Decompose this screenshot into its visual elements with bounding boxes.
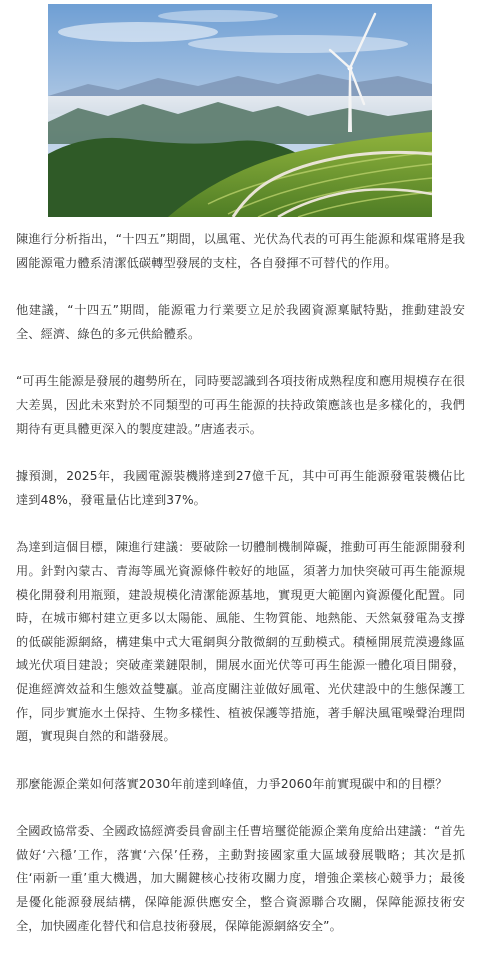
cloud [188,35,408,53]
article-body [16,228,465,962]
paragraph: 為達到這個目標，陳進行建議：要破除一切體制機制障礙，推動可再生能源開發利用。針對內蒙古、青海等風光資源條件較好的地區，須著力加快突破可再生能源規模化開發利用瓶頸，建設規模化清潔能源基地，實現更大範圍內資源優化配置。同時，在城市鄉村建立更多以太陽能、風能、生物質能、地熱能、天然氣發電為支撐的低碳能源網絡，構建集中式大電網與分散微網的互動模式。積極開展荒漠邊緣區域光伏項目建設；突破產業鏈限制，開展水面光伏等可再生能源一體化項目開發，促進經濟效益和生態效益雙贏。並高度關注並做好風電、光伏建設中的生態保護工作，同步實施水土保持、生物多樣性、植被保護等措施，著手解決風電噪聲治理問題，實現與自然的和諧發展。 [16,540,465,744]
paragraph: “可再生能源是發展的趨勢所在，同時要認識到各項技術成熟程度和應用規模存在很大差異，因此未來對於不同類型的可再生能源的扶持政策應該也是多樣化的，我們期待有更具體更深入的製度建設。”唐遙表示。 [16,374,465,436]
wind-turbine-landscape [48,4,432,217]
paragraph: 那麼能源企業如何落實2030年前達到峰值，力爭2060年前實現碳中和的目標？ [16,776,448,791]
paragraph: 陳進行分析指出，“十四五”期間，以風電、光伏為代表的可再生能源和煤電將是我國能源電力體系清潔低碳轉型發展的支柱，各自發揮不可替代的作用。 [16,232,465,270]
paragraph: 據預測，2025年，我國電源裝機將達到27億千瓦，其中可再生能源發電裝機佔比達到48%，發電量佔比達到37%。 [16,469,465,507]
hero-image [48,4,432,217]
cloud [158,10,278,22]
paragraph: 全國政協常委、全國政協經濟委員會副主任曹培璽從能源企業角度給出建議：“首先做好‘六穩’工作，落實‘六保’任務，主動對接國家重大區域發展戰略；其次是抓住‘兩新一重’重大機遇，加大關鍵核心技術攻關力度，增強企業核心競爭力；最後是優化能源發展結構，保障能源供應安全，整合資源聯合攻關，保障能源技術安全，加快國產化替代和信息技術發展，保障能源網絡安全”。 [16,824,465,933]
paragraph: 他建議，“十四五”期間，能源電力行業要立足於我國資源稟賦特點，推動建設安全、經濟、綠色的多元供給體系。 [16,303,465,341]
cloud [58,22,218,42]
